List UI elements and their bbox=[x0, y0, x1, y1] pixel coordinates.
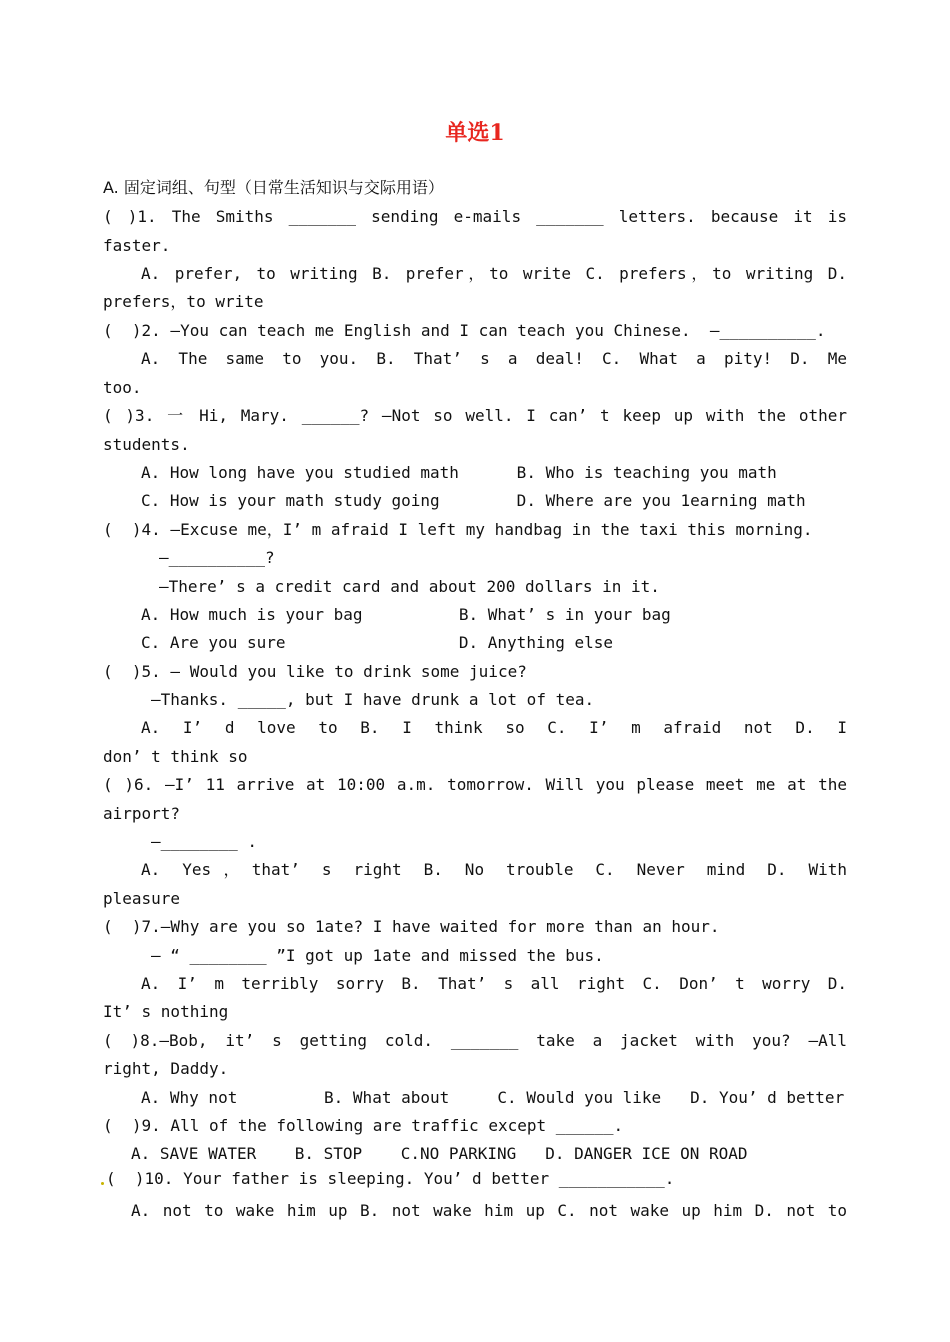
q4-dialogue-1: —__________? bbox=[159, 548, 275, 567]
q3-stem-cont: students. bbox=[103, 435, 190, 454]
q1-stem: ( )1. The Smiths _______ sending e-mails _______ letters. because it is bbox=[103, 207, 847, 226]
q2-options: A. The same to you. B. That’ s a deal! C. What a pity! D. Me bbox=[141, 349, 847, 368]
q1-options-cont: prefers，to write bbox=[103, 292, 264, 311]
q7-stem: ( )7.—Why are you so 1ate? I have waited for more than an hour. bbox=[103, 917, 720, 936]
q7-dialogue: — “ ________ ”I got up 1ate and missed the bus. bbox=[151, 946, 604, 965]
q9-stem: ( )9. All of the following are traffic except ______. bbox=[103, 1116, 624, 1135]
page-title: 单选1 bbox=[445, 120, 505, 146]
q1-stem-cont: faster. bbox=[103, 236, 171, 255]
q4-options-ab: A. How much is your bag B. What’ s in your bag bbox=[141, 605, 671, 624]
section-heading: A. 固定词组、句型（日常生活知识与交际用语） bbox=[103, 178, 444, 197]
q4-options-cd: C. Are you sure D. Anything else bbox=[141, 633, 614, 652]
q3-options-cd: C. How is your math study going D. Where are you 1earning math bbox=[141, 491, 806, 510]
q6-stem-cont: airport? bbox=[103, 804, 181, 823]
q7-options: A. I’ m terribly sorry B. That’ s all right C. Don’ t worry D. bbox=[141, 974, 847, 993]
q5-options-cont: don’ t think so bbox=[103, 747, 248, 766]
q6-dialogue: —________ . bbox=[151, 832, 257, 851]
q6-stem: ( )6. —I’ 11 arrive at 10:00 a.m. tomorrow. Will you please meet me at the bbox=[103, 775, 847, 794]
q5-stem: ( )5. — Would you like to drink some juice? bbox=[103, 662, 527, 681]
q3-options-ab: A. How long have you studied math B. Who is teaching you math bbox=[141, 463, 777, 482]
q8-stem-cont: right, Daddy. bbox=[103, 1059, 229, 1078]
q5-options: A. I’ d love to B. I think so C. I’ m afraid not D. I bbox=[141, 718, 847, 737]
q4-dialogue-2: —There’ s a credit card and about 200 dollars in it. bbox=[159, 577, 660, 596]
q8-stem: ( )8.—Bob, it’ s getting cold. _______ take a jacket with you? —All bbox=[103, 1031, 847, 1050]
q7-options-cont: It’ s nothing bbox=[103, 1002, 229, 1021]
margin-dot bbox=[101, 1182, 104, 1185]
q2-stem: ( )2. —You can teach me English and I can teach you Chinese. —__________. bbox=[103, 321, 826, 340]
q6-options-cont: pleasure bbox=[103, 889, 181, 908]
q4-stem: ( )4. —Excuse me，I’ m afraid I left my handbag in the taxi this morning. bbox=[103, 520, 813, 539]
q9-options: A. SAVE WATER B. STOP C.NO PARKING D. DANGER ICE ON ROAD bbox=[131, 1144, 748, 1163]
q2-options-cont: too. bbox=[103, 378, 142, 397]
q5-dialogue: —Thanks. _____, but I have drunk a lot of tea. bbox=[151, 690, 595, 709]
q10-options: A. not to wake him up B. not wake him up C. not wake up him D. not to bbox=[131, 1201, 847, 1220]
q6-options: A. Yes，that’ s right B. No trouble C. Never mind D. With bbox=[141, 860, 847, 879]
q10-stem: ( )10. Your father is sleeping. You’ d better ___________. bbox=[106, 1169, 675, 1188]
q3-stem: ( )3. 一 Hi, Mary. ______? —Not so well. I can’ t keep up with the other bbox=[103, 406, 847, 425]
q1-options: A. prefer, to writing B. prefer，to write C. prefers，to writing D. bbox=[141, 264, 847, 283]
q8-options: A. Why not B. What about C. Would you like D. You’ d better bbox=[141, 1088, 845, 1107]
